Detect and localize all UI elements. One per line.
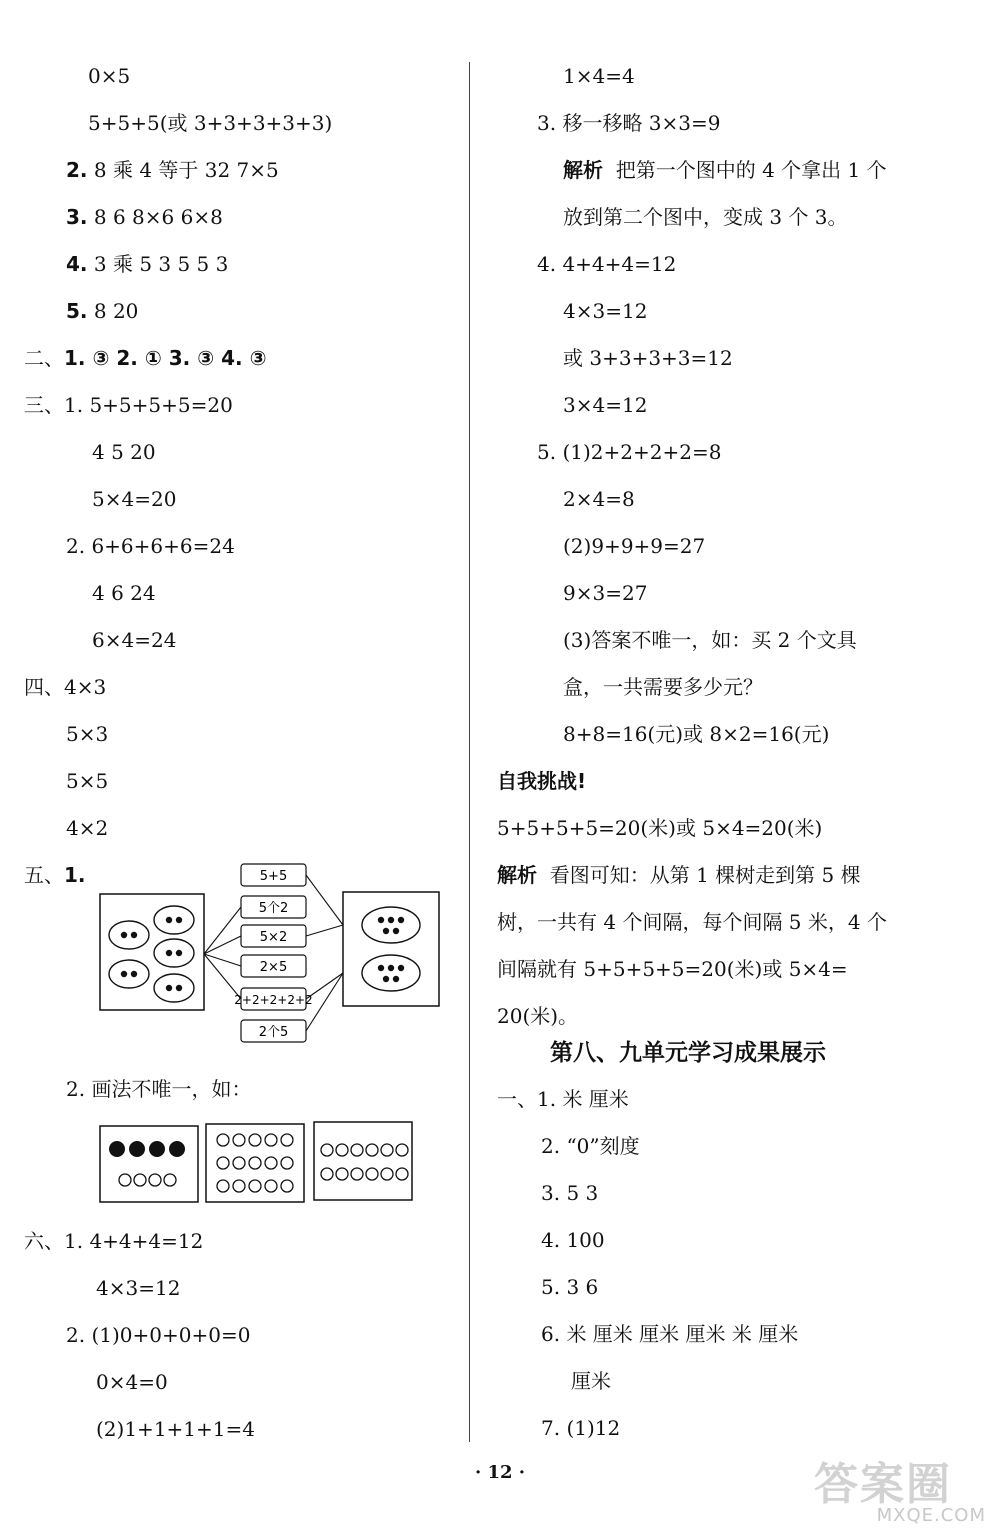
page-number: · 12 · bbox=[474, 1462, 526, 1483]
line-text: 厘米 bbox=[571, 1369, 611, 1393]
line-text: 4 5 20 bbox=[92, 440, 156, 464]
line-text: 2. “0”刻度 bbox=[541, 1134, 640, 1158]
label-text: 2×5 bbox=[259, 960, 288, 975]
line-text: 3×4=12 bbox=[563, 393, 648, 417]
line-text: 4×2 bbox=[66, 816, 109, 840]
label-text: 2个5 bbox=[258, 1025, 289, 1040]
unit-section-1: 一、1. 米 厘米 bbox=[497, 1087, 629, 1111]
label-text: 5+5 bbox=[259, 869, 288, 884]
matching-diagram bbox=[98, 858, 444, 1054]
analysis-label: 解析 bbox=[497, 863, 537, 887]
label-box-4 bbox=[241, 955, 306, 977]
example-box-3 bbox=[314, 1122, 412, 1200]
watermark-logo bbox=[814, 1448, 986, 1526]
watermark-text: 答案圈 bbox=[814, 1459, 952, 1510]
dot-groups-left bbox=[109, 906, 194, 1002]
label-text: 5个2 bbox=[258, 901, 289, 916]
line-text: 6. 米 厘米 厘米 厘米 米 厘米 bbox=[541, 1322, 799, 1346]
line-text: 8+8=16(元)或 8×2=16(元) bbox=[563, 722, 830, 746]
line-text: 盒，一共需要多少元？ bbox=[563, 675, 763, 699]
label-text: 5×2 bbox=[259, 930, 288, 945]
line-text: 5+5+5(或 3+3+3+3+3) bbox=[88, 111, 333, 135]
line-text: 放到第二个图中，变成 3 个 3。 bbox=[563, 205, 848, 229]
line-text: 4×3=12 bbox=[96, 1276, 181, 1300]
label-box-5 bbox=[234, 988, 312, 1010]
line-text: 5+5+5+5=20(米)或 5×4=20(米) bbox=[497, 816, 823, 840]
analysis-line: 解析 把第一个图中的 4 个拿出 1 个 bbox=[563, 158, 887, 182]
dot-groups-right bbox=[362, 907, 420, 991]
example-box-2 bbox=[206, 1124, 304, 1202]
section-4: 四、4×3 bbox=[24, 675, 107, 699]
line-text: 3. 5 3 bbox=[541, 1181, 599, 1205]
line-text: 2. (1)0+0+0+0=0 bbox=[66, 1323, 251, 1347]
line-text: 2. 画法不唯一，如： bbox=[66, 1077, 252, 1101]
line-text: 2. 6+6+6+6=24 bbox=[66, 534, 235, 558]
line-text: 2×4=8 bbox=[563, 487, 635, 511]
line-text: 4×3=12 bbox=[563, 299, 648, 323]
line-text: (2)9+9+9=27 bbox=[563, 534, 706, 558]
line-text: 0×4=0 bbox=[96, 1370, 168, 1394]
label-box-3 bbox=[241, 925, 306, 947]
analysis-label: 解析 bbox=[563, 158, 603, 182]
line-text: 4. 100 bbox=[541, 1228, 605, 1252]
line-text: 5. (1)2+2+2+2=8 bbox=[537, 440, 722, 464]
label-text: 2+2+2+2+2 bbox=[234, 993, 313, 1007]
column-divider bbox=[469, 62, 470, 1442]
line-text: 5×4=20 bbox=[92, 487, 177, 511]
drawing-examples bbox=[98, 1120, 416, 1206]
line-text: 4 6 24 bbox=[92, 581, 156, 605]
question-2: 2. 8 乘 4 等于 32 7×5 bbox=[66, 158, 279, 182]
question-5: 5. 8 20 bbox=[66, 299, 139, 323]
line-text: 9×3=27 bbox=[563, 581, 648, 605]
line-text: 树，一共有 4 个间隔，每个间隔 5 米，4 个 bbox=[497, 910, 887, 934]
line-text: 5×5 bbox=[66, 769, 109, 793]
apple-icon bbox=[109, 1141, 185, 1157]
line-text: 0×5 bbox=[88, 64, 131, 88]
section-3: 三、1. 5+5+5+5=20 bbox=[24, 393, 233, 417]
analysis-line: 解析 看图可知：从第 1 棵树走到第 5 棵 bbox=[497, 863, 861, 887]
label-box-1 bbox=[241, 864, 306, 886]
watermark-url: MXQE.COM bbox=[876, 1505, 986, 1526]
line-text: 1×4=4 bbox=[563, 64, 635, 88]
line-text: 6×4=24 bbox=[92, 628, 177, 652]
line-text: 4. 4+4+4=12 bbox=[537, 252, 677, 276]
left-box bbox=[100, 894, 204, 1010]
line-text: (3)答案不唯一，如：买 2 个文具 bbox=[563, 628, 857, 652]
section-5: 五、1. bbox=[24, 863, 86, 887]
line-text: 间隔就有 5+5+5+5=20(米)或 5×4= bbox=[497, 957, 848, 981]
section-2: 二、1. ③ 2. ① 3. ③ 4. ③ bbox=[24, 346, 267, 370]
question-3: 3. 8 6 8×6 6×8 bbox=[66, 205, 223, 229]
unit-title: 第八、九单元学习成果展示 bbox=[550, 1040, 826, 1066]
question-4: 4. 3 乘 5 3 5 5 3 bbox=[66, 252, 229, 276]
line-text: 5. 3 6 bbox=[541, 1275, 599, 1299]
line-text: 3. 移一移略 3×3=9 bbox=[537, 111, 721, 135]
line-text: 20(米)。 bbox=[497, 1004, 579, 1028]
right-box bbox=[343, 892, 439, 1006]
example-box-1 bbox=[100, 1126, 198, 1202]
label-box-6 bbox=[241, 1020, 306, 1042]
line-text: (2)1+1+1+1=4 bbox=[96, 1417, 255, 1441]
line-text: 5×3 bbox=[66, 722, 109, 746]
challenge-heading: 自我挑战! bbox=[497, 769, 587, 793]
section-6: 六、1. 4+4+4=12 bbox=[24, 1229, 204, 1253]
line-text: 7. (1)12 bbox=[541, 1416, 621, 1440]
line-text: 或 3+3+3+3=12 bbox=[563, 346, 733, 370]
label-box-2 bbox=[241, 896, 306, 918]
